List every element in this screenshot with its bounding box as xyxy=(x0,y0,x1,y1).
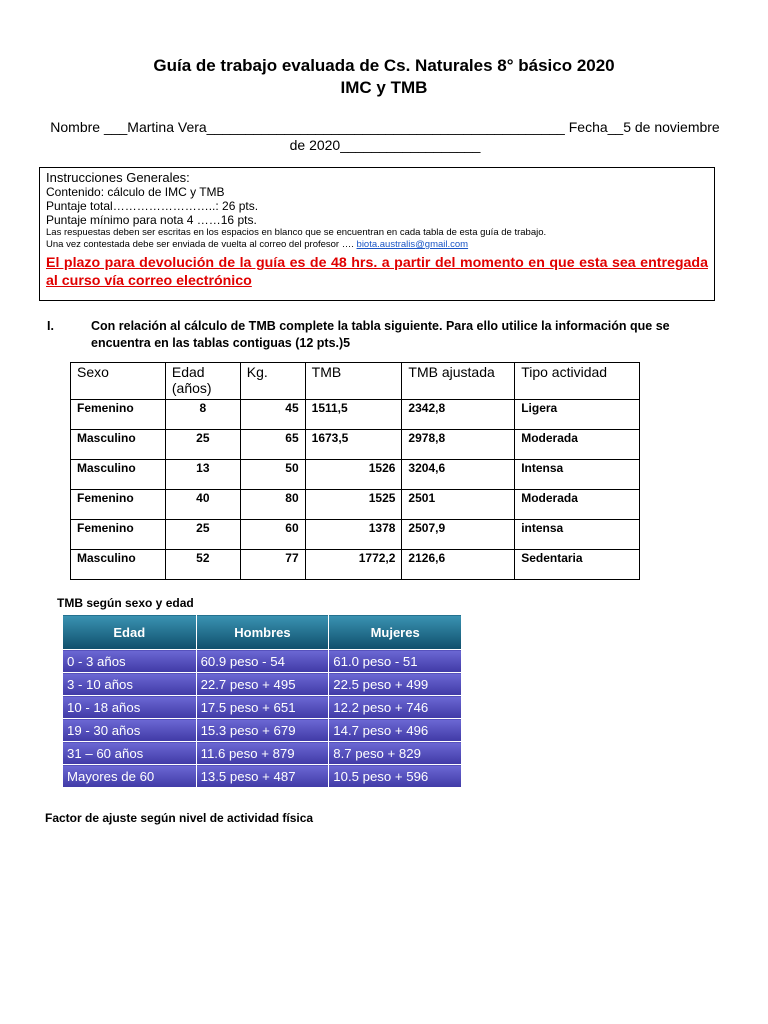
table-cell: Femenino xyxy=(71,400,166,430)
table-cell: 50 xyxy=(240,460,305,490)
header-cell: TMB ajustada xyxy=(402,363,515,400)
send-note-text: Una vez contestada debe ser enviada de vuelta al correo del profesor …. xyxy=(46,239,357,250)
header-cell: Sexo xyxy=(71,363,166,400)
section-1-text: Con relación al cálculo de TMB complete la tabla siguiente. Para ello utilice la información que se encuentra en las tablas contiguas (12 pts.)5 xyxy=(91,319,670,350)
tmb-cell: 14.7 peso + 496 xyxy=(329,719,462,742)
table-cell: Femenino xyxy=(71,490,166,520)
table-cell: Moderada xyxy=(515,430,640,460)
tmb-cell: Mayores de 60 xyxy=(63,765,197,788)
table-cell: Masculino xyxy=(71,460,166,490)
table-cell: 2126,6 xyxy=(402,550,515,580)
header-cell: Tipo actividad xyxy=(515,363,640,400)
table-cell: Masculino xyxy=(71,430,166,460)
deadline-warning: El plazo para devolución de la guía es de 48 hrs. a partir del momento en que esta sea entregada al curso vía correo electrónico xyxy=(46,255,708,289)
tmb-cell: 3 - 10 años xyxy=(63,673,197,696)
tmb-cell: 15.3 peso + 679 xyxy=(196,719,329,742)
tmb-cell: 10 - 18 años xyxy=(63,696,197,719)
tmb-header-cell: Mujeres xyxy=(329,615,462,650)
tmb-cell: 60.9 peso - 54 xyxy=(196,650,329,673)
name-date-line-2: de 2020__________________ xyxy=(289,137,481,153)
table-cell: 13 xyxy=(165,460,240,490)
header-cell: Edad (años) xyxy=(165,363,240,400)
table-cell: Femenino xyxy=(71,520,166,550)
instructions-minimum: Puntaje mínimo para nota 4 ……16 pts. xyxy=(46,213,257,227)
table-cell: intensa xyxy=(515,520,640,550)
table-cell: 65 xyxy=(240,430,305,460)
tmb-cell: 22.5 peso + 499 xyxy=(329,673,462,696)
tmb-row xyxy=(63,650,462,673)
tmb-cell: 8.7 peso + 829 xyxy=(329,742,462,765)
table-cell: 25 xyxy=(165,430,240,460)
tmb-header-cell: Edad xyxy=(63,615,197,650)
table-cell: 1525 xyxy=(305,490,402,520)
document-subtitle: IMC y TMB xyxy=(340,78,428,97)
instructions-heading: Instrucciones Generales: xyxy=(46,170,190,185)
tmb-cell: 11.6 peso + 879 xyxy=(196,742,329,765)
table-cell: 1511,5 xyxy=(305,400,402,430)
activity-factor-caption: Factor de ajuste según nivel de actividad física xyxy=(45,811,314,825)
table-cell: 45 xyxy=(240,400,305,430)
tmb-table-caption: TMB según sexo y edad xyxy=(57,596,194,610)
table-cell: Intensa xyxy=(515,460,640,490)
table-row xyxy=(71,400,640,430)
table-cell: 2507,9 xyxy=(402,520,515,550)
table-row xyxy=(71,490,640,520)
tmb-cell: 19 - 30 años xyxy=(63,719,197,742)
table-cell: Ligera xyxy=(515,400,640,430)
table-header-row xyxy=(71,363,640,400)
document-title: Guía de trabajo evaluada de Cs. Naturales 8° básico 2020 xyxy=(153,56,615,75)
table-cell: 8 xyxy=(165,400,240,430)
table-cell: 2501 xyxy=(402,490,515,520)
header-cell: TMB xyxy=(305,363,402,400)
tmb-header-row xyxy=(63,615,462,650)
table-row xyxy=(71,520,640,550)
tmb-cell: 10.5 peso + 596 xyxy=(329,765,462,788)
table-cell: Masculino xyxy=(71,550,166,580)
tmb-cell: 13.5 peso + 487 xyxy=(196,765,329,788)
instructions-total: Puntaje total……………………..: 26 pts. xyxy=(46,199,259,213)
tmb-row xyxy=(63,719,462,742)
tmb-row xyxy=(63,765,462,788)
table-row xyxy=(71,550,640,580)
tmb-cell: 31 – 60 años xyxy=(63,742,197,765)
tmb-cell: 12.2 peso + 746 xyxy=(329,696,462,719)
tmb-by-sex-age-table xyxy=(62,614,462,788)
tmb-row xyxy=(63,696,462,719)
section-1-number: I. xyxy=(47,319,54,333)
name-date-line xyxy=(40,118,730,154)
tmb-cell: 17.5 peso + 651 xyxy=(196,696,329,719)
table-cell: 2978,8 xyxy=(402,430,515,460)
table-cell: 1772,2 xyxy=(305,550,402,580)
table-cell: 77 xyxy=(240,550,305,580)
tmb-cell: 0 - 3 años xyxy=(63,650,197,673)
table-cell: 60 xyxy=(240,520,305,550)
table-row xyxy=(71,460,640,490)
instructions-answers-note: Las respuestas deben ser escritas en los espacios en blanco que se encuentran en cada tabla de esta guía de trabajo. xyxy=(46,227,547,238)
instructions-send-note xyxy=(46,239,708,251)
table-cell: 2342,8 xyxy=(402,400,515,430)
table-cell: 52 xyxy=(165,550,240,580)
tmb-cell: 22.7 peso + 495 xyxy=(196,673,329,696)
teacher-email-link[interactable]: biota.australis@gmail.com xyxy=(356,239,469,250)
tmb-cell: 61.0 peso - 51 xyxy=(329,650,462,673)
table-cell: 1526 xyxy=(305,460,402,490)
tmb-row xyxy=(63,742,462,765)
table-cell: 80 xyxy=(240,490,305,520)
table-cell: 25 xyxy=(165,520,240,550)
tmb-calculation-table xyxy=(70,362,640,580)
table-cell: Moderada xyxy=(515,490,640,520)
tmb-row xyxy=(63,673,462,696)
instructions-box xyxy=(39,167,715,301)
header-cell: Kg. xyxy=(240,363,305,400)
table-cell: 40 xyxy=(165,490,240,520)
table-cell: 1673,5 xyxy=(305,430,402,460)
table-cell: Sedentaria xyxy=(515,550,640,580)
table-row xyxy=(71,430,640,460)
instructions-content: Contenido: cálculo de IMC y TMB xyxy=(46,185,225,199)
table-cell: 3204,6 xyxy=(402,460,515,490)
table-cell: 1378 xyxy=(305,520,402,550)
name-date-line-1: Nombre ___Martina Vera______________________________________________ Fecha__5 de noviembre xyxy=(50,119,720,135)
tmb-header-cell: Hombres xyxy=(196,615,329,650)
